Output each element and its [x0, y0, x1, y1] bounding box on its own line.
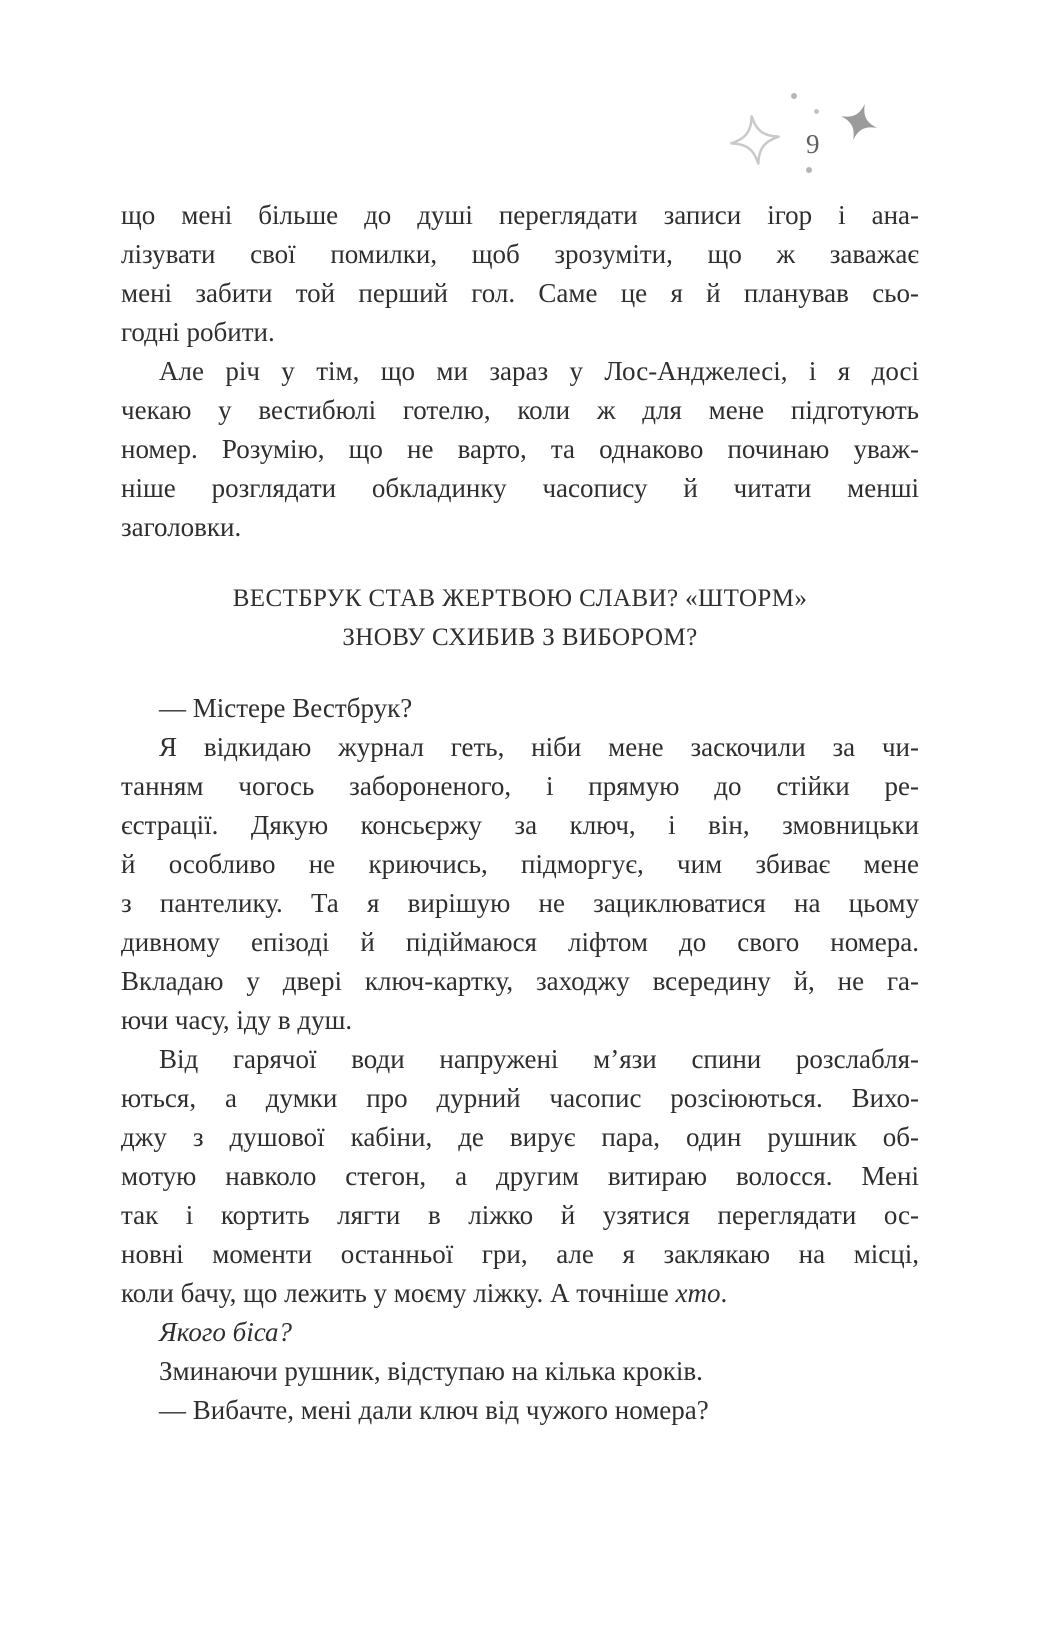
headline-line: ВЕСТБРУК СТАВ ЖЕРТВОЮ СЛАВИ? «ШТОРМ» [232, 585, 808, 612]
headline [121, 579, 919, 657]
text-line: ніше розглядати обкладинку часопису й читати менші [121, 473, 919, 503]
text-line: мотую навколо стегон, а другим витираю волосся. Мені [121, 1161, 919, 1191]
paragraph [121, 196, 919, 352]
text-line: єстрації. Дякую консьєржу за ключ, і він, змовницьки [121, 810, 919, 840]
sparkle-filled-icon [835, 98, 883, 146]
text-line: дивному епізоді й підіймаюся ліфтом до свого номера. [121, 927, 919, 957]
text-line: Якого біса? [159, 1317, 292, 1347]
paragraph [121, 728, 919, 1040]
text-line: номер. Розумію, що не варто, та однаково починаю уваж- [121, 434, 919, 464]
text-line: Але річ у тім, що ми зараз у Лос-Анджелесі, і я досі [159, 356, 919, 386]
text-line: Зминаючи рушник, відступаю на кілька кроків. [159, 1356, 703, 1386]
decorative-dot [806, 167, 812, 173]
paragraph [121, 689, 919, 728]
sparkle-outline-icon [727, 112, 783, 168]
text-line: чекаю у вестибюлі готелю, коли ж для мене підготують [121, 395, 919, 425]
text-line: Вкладаю у двері ключ-картку, заходжу всередину й, не га- [121, 966, 919, 996]
text-line: заголовки. [121, 512, 242, 542]
page-header [0, 0, 1040, 200]
text-line: джу з душової кабіни, де вирує пара, один рушник об- [121, 1122, 919, 1152]
text-line: лізувати свої помилки, щоб зрозуміти, що ж заважає [121, 239, 919, 269]
text-line: новні моменти останньої гри, але я заклякаю на місці, [121, 1239, 919, 1269]
text-content [121, 196, 919, 1430]
decorative-dot [791, 93, 797, 99]
text-line: ються, а думки про дурний часопис розсіюються. Вихо- [121, 1083, 919, 1113]
text-line: мені забити той перший гол. Саме це я й планував сьо- [121, 278, 919, 308]
text-line: що мені більше до душі переглядати записи ігор і ана- [121, 200, 919, 230]
text-line: — Містере Вестбрук? [159, 693, 413, 723]
headline-line: ЗНОВУ СХИБИВ З ВИБОРОМ? [342, 624, 698, 651]
text-line: — Вибачте, мені дали ключ від чужого номера? [159, 1395, 709, 1425]
text-line: годні робити. [121, 317, 275, 347]
text-line: коли бачу, що лежить у моєму ліжку. А точніше хто. [121, 1278, 728, 1308]
paragraph [121, 352, 919, 547]
text-line: з пантелику. Та я вирішую не зациклюватися на цьому [121, 888, 919, 918]
paragraph [121, 1352, 919, 1391]
decorative-dot [814, 109, 819, 114]
page-number: 9 [806, 129, 820, 159]
text-line: так і кортить лягти в ліжко й узятися переглядати ос- [121, 1200, 919, 1230]
text-line: Я відкидаю журнал геть, ніби мене заскочили за чи- [159, 732, 919, 762]
paragraph [121, 1040, 919, 1313]
text-line: ючи часу, іду в душ. [121, 1005, 353, 1035]
text-line: й особливо не криючись, підморгує, чим збиває мене [121, 849, 919, 879]
paragraph [121, 1391, 919, 1430]
text-line: Від гарячої води напружені м’язи спини розслабля- [159, 1044, 919, 1074]
paragraph [121, 1313, 919, 1352]
text-line: танням чогось забороненого, і прямую до стійки ре- [121, 771, 919, 801]
